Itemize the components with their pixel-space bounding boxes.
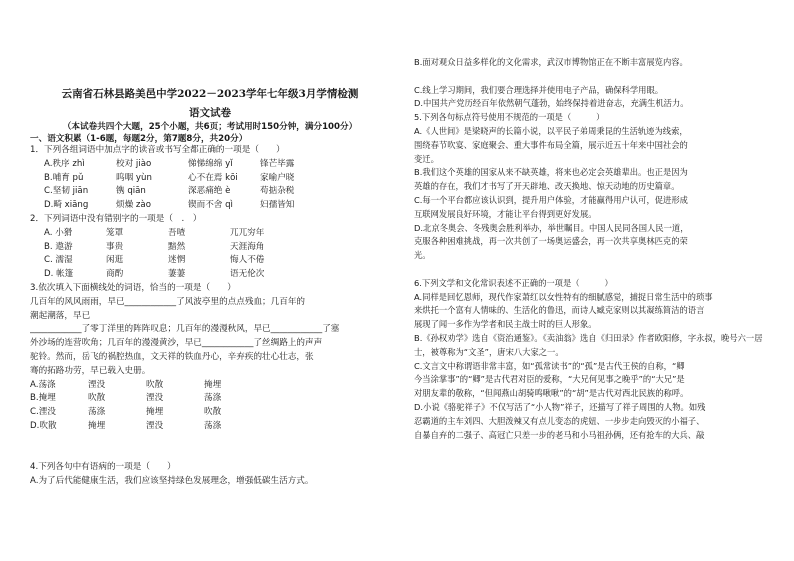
option-cell: C.坚韧 jiān xyxy=(44,186,89,197)
option-cell: 心不在焉 kōi xyxy=(188,172,238,183)
option-cell: 荡涤 xyxy=(88,407,106,418)
text-line: 互联网发展良好环境，才能让平台得到更好发展。 xyxy=(414,208,597,219)
exam-title: 云南省石林县路美邑中学2022－2023学年七年级3月学情检测 xyxy=(61,88,359,100)
option-cell: 深恶痛绝 è xyxy=(188,186,231,197)
option-row xyxy=(30,420,390,434)
option-cell: 天涯海角 xyxy=(230,241,265,252)
option-cell: 悔人不倦 xyxy=(230,255,265,266)
option-cell: B. 遨游 xyxy=(44,241,73,252)
option-cell: 商酌 xyxy=(106,269,124,280)
question-3 xyxy=(30,282,390,434)
passage-line: 骞的拓路功劳，早已载入史册。 xyxy=(30,365,151,376)
option-row xyxy=(30,406,390,420)
text-line: 围绕春节吹宴、家庭聚会、重大事件布局全篇，展示近五十年来中国社会的 xyxy=(414,139,688,150)
option-cell: 湮没 xyxy=(146,393,164,404)
option-cell: D. 帐篷 xyxy=(44,269,74,280)
option-cell: 湮没 xyxy=(146,420,164,431)
question-stem: 3.依次填入下面横线处的词语，恰当的一项是（ ） xyxy=(30,283,236,293)
option-cell: A.荡涤 xyxy=(30,379,56,390)
option-cell: 笼罩 xyxy=(106,227,124,238)
text-line: A.同样是回忆恩师，现代作家萧红以女性特有的细腻感觉，捕捉日常生活中的琐事 xyxy=(414,291,713,302)
question-2 xyxy=(30,213,390,282)
option-cell: D.畸 xiāng xyxy=(44,200,89,211)
option-cell: 掩埋 xyxy=(204,379,222,390)
option-cell: 事贵 xyxy=(106,241,124,252)
option-cell: 镌 qiān xyxy=(116,186,146,197)
option-cell: 荡涤 xyxy=(204,393,222,404)
option-cell: 萋萋 xyxy=(168,269,186,280)
exam-note: （本试卷共四个大题，25个小题，共6页；考试用时150分钟，满分100分） xyxy=(62,122,358,132)
text-line: 5.下列各句标点符号使用不规范的一项是（ ） xyxy=(414,112,605,123)
text-line: 英雄的存在，我们才书写了开天辟地、改天换地、惊天动地的历史篇章。 xyxy=(414,181,680,192)
section-heading: 一、语文积累（1-6题，每题2分，第7题8分，共20分） xyxy=(30,134,248,144)
text-line: B.面对观众日益多样化的文化需求，武汉市博物馆正在不断丰富展览内容。 xyxy=(414,57,688,67)
option-cell: 掩埋 xyxy=(146,407,164,418)
option-row xyxy=(30,158,390,172)
question-stem: 1．下列各组词语中加点字的读音或书写全都正确的一项是（ ） xyxy=(30,145,285,155)
option-cell: 校对 jiào xyxy=(116,158,152,169)
text-line: D.中国共产党历经百年依然朝气蓬勃，始终保持着进奋志，充满生机活力。 xyxy=(414,98,689,109)
question-stem: 4.下列各句中有语病的一项是（ ） xyxy=(30,462,176,472)
option-cell: 锋芒毕露 xyxy=(260,158,295,169)
option-cell: 吹散 xyxy=(204,407,222,418)
option-row xyxy=(30,227,390,241)
option-a: A.为了后代能健康生活，我们应该坚持绿色发展理念，增强低碳生活方式。 xyxy=(30,475,314,486)
text-line: 来烘托一个富有人情味的、生活化的鲁迅，而诗人臧克家则以其凝练简洁的语言 xyxy=(414,305,705,316)
option-cell: D.吹散 xyxy=(30,420,57,431)
option-cell: C. 濡湿 xyxy=(44,255,73,266)
option-cell: 锲而不舍 qì xyxy=(188,200,233,211)
right-column xyxy=(414,0,776,561)
option-cell: 荡涤 xyxy=(204,420,222,431)
option-cell: 闲逛 xyxy=(106,255,124,266)
text-line: C.线上学习期间，我们要合理选择并使用电子产品，确保科学用眼。 xyxy=(414,84,664,95)
text-line: D.北京冬奥会、冬残奥会胜利举办，举世瞩目。中国人民同各国人民一道， xyxy=(414,222,689,233)
option-cell: 呜咽 yùn xyxy=(116,172,152,183)
text-line: B.《孙权劝学》选自《资治通鉴》。《卖油翁》选自《归田录》作者欧阳修，字永叔，晚号六一居 xyxy=(414,332,763,343)
text-line: 士，被尊称为“文圣”，唐宋八大家之一。 xyxy=(414,346,564,357)
left-column xyxy=(30,0,390,561)
option-cell: 苟掂杂税 xyxy=(260,186,295,197)
right-column-text xyxy=(414,56,776,442)
text-line: 自暴自弃的二强子、高冠亡只差一步的老马和小马祖孙俩，还有抢车的大兵、敲 xyxy=(414,429,705,440)
option-cell: 掩埋 xyxy=(88,420,106,431)
text-line: 今当涂掌事”的“卿”是古代君对臣的爱称，“大兄何见事之晚乎”的“大兄”是 xyxy=(414,374,685,385)
option-cell: B.哺育 pǔ xyxy=(44,172,84,183)
text-line: C.每一个平台都应该认识到，提升用户体验，才能赢得用户认可，促进形成 xyxy=(414,194,688,205)
text-line: D.小说《骆驼祥子》不仅写活了“小人物”祥子，还描写了祥子周围的人物。如残 xyxy=(414,401,706,412)
option-row xyxy=(30,379,390,393)
option-cell: 妇孺皆知 xyxy=(260,200,295,211)
exam-subtitle: 语文试卷 xyxy=(189,107,231,119)
option-cell: 吹散 xyxy=(146,379,164,390)
option-row xyxy=(30,268,390,282)
option-cell: C.湮没 xyxy=(30,407,56,418)
text-line: 忍霸道的主车刘四、大胆泼辣又有点儿变态的虎妞、一步步走向毁灭的小福子、 xyxy=(414,415,705,426)
option-cell: B.掩埋 xyxy=(30,393,56,404)
text-line: 6.下列文学和文化常识表述不正确的一项是（ ） xyxy=(414,277,613,288)
passage-line: 外沙场的连营吹角；几百年的漫漫黄沙，早已____________了丝绸路上的声声 xyxy=(30,338,323,349)
option-row xyxy=(30,199,390,213)
option-cell: 悌悌绵绵 yǐ xyxy=(188,158,233,169)
option-cell: 兀兀穷年 xyxy=(230,227,265,238)
question-4 xyxy=(30,461,390,489)
text-line: 对朋友辈的敬称，“但闻燕山胡骑鸣啾啾”的“胡”是古代对西北民族的称呼。 xyxy=(414,388,689,399)
option-row xyxy=(30,185,390,199)
option-cell: 吾喳 xyxy=(168,227,186,238)
text-line: 展现了闻一多作为学者和民主战士时的巨人形象。 xyxy=(414,319,597,330)
option-row xyxy=(30,392,390,406)
option-cell: A. 小猾 xyxy=(44,227,73,238)
option-row xyxy=(30,172,390,186)
option-cell: 迷惘 xyxy=(168,255,186,266)
text-line xyxy=(414,70,776,84)
passage-line: ____________了零丁洋里的阵阵叹息；几百年的漫漫秋风，早已____________了塞 xyxy=(30,324,340,335)
passage-line: 驼铃。然而，岳飞的祸腔热血，文天祥的铁血丹心，辛弃疾的壮心壮志，张 xyxy=(30,351,314,362)
option-cell: 黯然 xyxy=(168,241,186,252)
question-stem: 2．下列词语中没有错别字的一项是（ . ） xyxy=(30,214,202,224)
text-line: B.我们这个英雄的国家从来不缺英雄，将来也必定会英雄辈出。也正是因为 xyxy=(414,167,688,178)
question-1 xyxy=(30,144,390,213)
option-cell: 烦燥 zào xyxy=(116,200,151,211)
text-line: A.《人世间》是梁晓声的长篇小说，以平民子弟周秉昆的生活轨迹为线索， xyxy=(414,125,688,136)
option-cell: 吹散 xyxy=(88,393,106,404)
text-line: 变迁。 xyxy=(414,153,439,164)
text-line: 光。 xyxy=(414,250,431,261)
text-line: C.文言文中称谓语非常丰富，如“孤常读书”的“孤”是古代王侯的自称，“卿 xyxy=(414,360,685,371)
passage-line: 几百年的风风雨雨，早已____________了风波亭里的点点残血；几百年的 xyxy=(30,296,306,307)
option-row xyxy=(30,254,390,268)
option-cell: 语无伦次 xyxy=(230,269,265,280)
passage-line: 潮起潮落，早已 xyxy=(30,310,91,321)
option-cell: A.秩序 zhì xyxy=(44,158,85,169)
option-cell: 家喻户晓 xyxy=(260,172,295,183)
option-row xyxy=(30,241,390,255)
text-line xyxy=(414,263,776,277)
text-line: 克服各种困难挑战，再一次共创了一场奥运盛会，再一次共享奥林匹克的荣 xyxy=(414,236,688,247)
option-cell: 湮没 xyxy=(88,379,106,390)
